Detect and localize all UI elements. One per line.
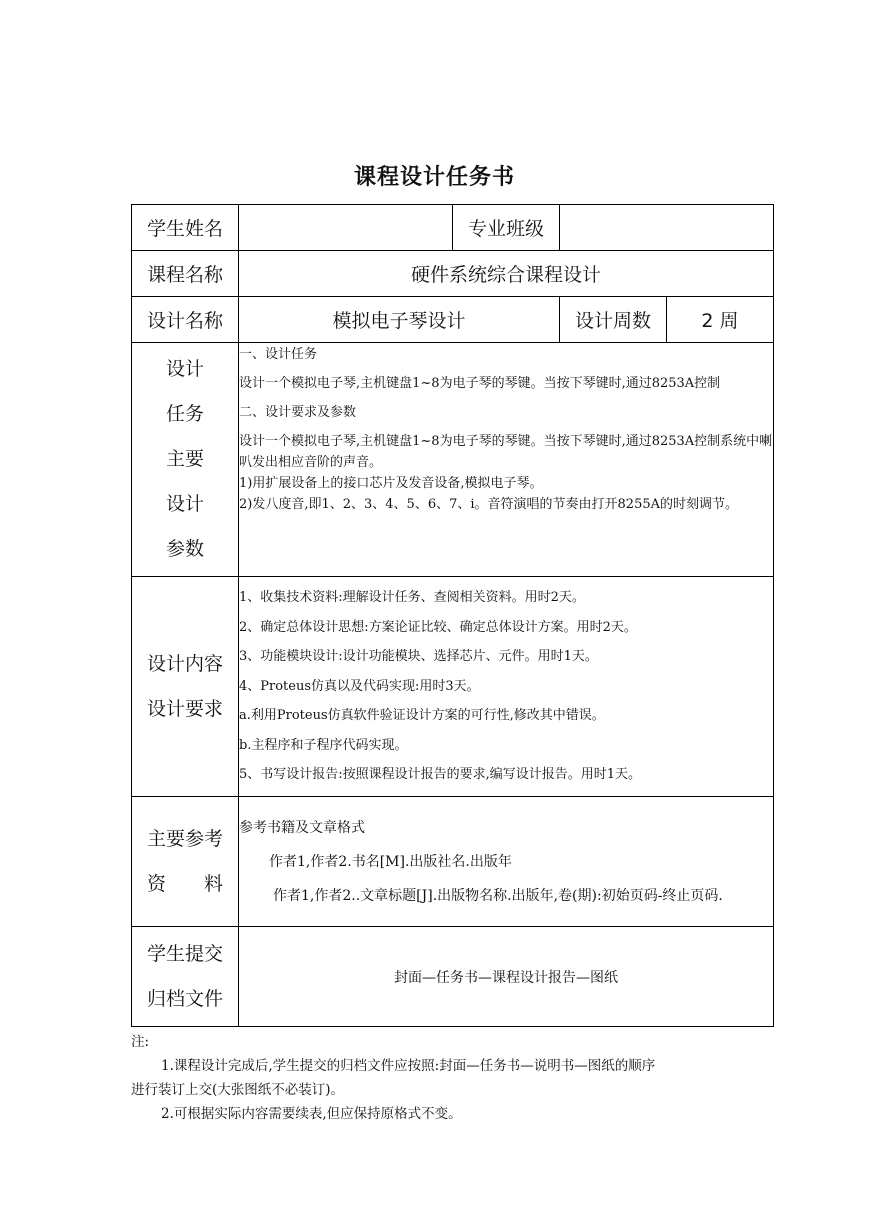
ref-item: 作者1,作者2.书名[M].出版社名.出版年 <box>269 853 512 870</box>
notes-heading: 注: <box>131 1034 150 1050</box>
design-name-label: 设计名称 <box>132 297 239 343</box>
course-name-value: 硬件系统综合课程设计 <box>239 251 774 297</box>
row-archive <box>132 927 774 1027</box>
archive-value: 封面—任务书—课程设计报告—图纸 <box>239 927 774 1027</box>
ref-item: 作者1,作者2..文章标题[J].出版物名称.出版年,卷(期):初始页码-终止页码. <box>273 887 723 904</box>
task-content <box>239 343 774 577</box>
task-line: 设计一个模拟电子琴,主机键盘1~8为电子琴的琴键。当按下琴键时,通过8253A控制 <box>239 376 721 391</box>
notes <box>131 1030 771 1126</box>
refs-body <box>239 797 774 927</box>
content-line: 3、功能模块设计:设计功能模块、选择芯片、元件。用时1天。 <box>239 649 598 665</box>
student-name-label: 学生姓名 <box>132 205 239 251</box>
archive-label: 学生提交 归档文件 <box>132 927 239 1027</box>
class-label: 专业班级 <box>453 205 560 251</box>
task-label: 设计 任务 主要 设计 参数 <box>132 343 239 577</box>
row-content <box>132 577 774 797</box>
task-heading-1: 一、设计任务 <box>239 347 318 362</box>
content-line: b.主程序和子程序代码实现。 <box>239 737 408 753</box>
row-student <box>132 205 774 251</box>
row-refs <box>132 797 774 927</box>
task-line: 设计一个模拟电子琴,主机键盘1~8为电子琴的琴键。当按下琴键时,通过8253A控制系统中喇叭发出相应音阶的声音。 <box>239 434 773 470</box>
row-course <box>132 251 774 297</box>
document-title: 课程设计任务书 <box>353 165 515 190</box>
student-name-value[interactable] <box>239 205 453 251</box>
class-value[interactable] <box>560 205 774 251</box>
content-line: 4、Proteus仿真以及代码实现:用时3天。 <box>239 678 480 694</box>
content-label: 设计内容 设计要求 <box>132 577 239 797</box>
task-heading-2: 二、设计要求及参数 <box>239 405 357 420</box>
note-2: 2.可根据实际内容需要续表,但应保持原格式不变。 <box>161 1106 462 1122</box>
refs-heading: 参考书籍及文章格式 <box>239 819 365 836</box>
content-line: 1、收集技术资料:理解设计任务、查阅相关资料。用时2天。 <box>239 590 585 606</box>
task-line: 1)用扩展设备上的接口芯片及发音设备,模拟电子琴。 <box>239 476 543 491</box>
design-weeks-label: 设计周数 <box>560 297 667 343</box>
course-name-label: 课程名称 <box>132 251 239 297</box>
task-table <box>131 204 774 1027</box>
row-task <box>132 343 774 577</box>
note-1: 1.课程设计完成后,学生提交的归档文件应按照:封面—任务书—说明书—图纸的顺序 <box>161 1058 656 1074</box>
row-design <box>132 297 774 343</box>
note-1-continued: 进行装订上交(大张图纸不必装订)。 <box>131 1082 345 1098</box>
design-name-value: 模拟电子琴设计 <box>239 297 560 343</box>
content-line: a.利用Proteus仿真软件验证设计方案的可行性,修改其中错误。 <box>239 708 605 724</box>
content-body <box>239 577 774 797</box>
design-weeks-value: 2 周 <box>667 297 774 343</box>
content-line: 5、书写设计报告:按照课程设计报告的要求,编写设计报告。用时1天。 <box>239 767 642 783</box>
refs-label: 主要参考 资 料 <box>132 797 239 927</box>
task-line: 2)发八度音,即1、2、3、4、5、6、7、i。音符演唱的节奏由打开8255A的时刻调节。 <box>239 497 739 512</box>
content-line: 2、确定总体设计思想:方案论证比较、确定总体设计方案。用时2天。 <box>239 619 637 635</box>
